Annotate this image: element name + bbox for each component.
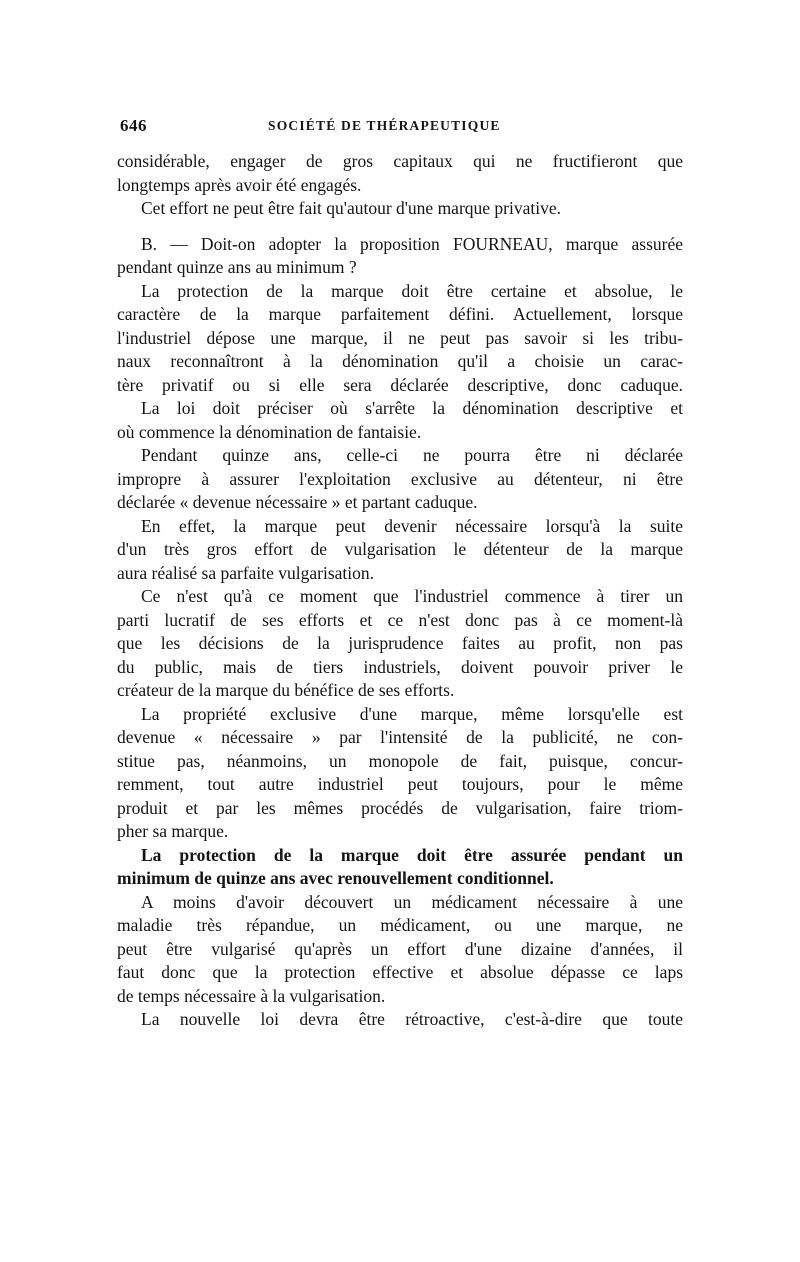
text-line: où commence la dénomination de fantaisie.	[117, 421, 422, 442]
text-line: impropre à assurer l'exploitation exclusive au détenteur, ni être	[117, 468, 683, 489]
text-line: caractère de la marque parfaitement défini. Actuellement, lorsque	[117, 304, 683, 324]
text-line: La protection de la marque doit être assurée pendant un	[141, 844, 683, 865]
text-line: remment, tout autre industriel peut toujours, pour le même	[117, 774, 683, 794]
text-line: devenue « nécessaire » par l'intensité de la publicité, ne con-	[117, 727, 683, 747]
running-header	[120, 116, 680, 138]
text-line: de temps nécessaire à la vulgarisation.	[117, 985, 386, 1006]
text-line: produit et par les mêmes procédés de vulgarisation, faire triom-	[117, 797, 683, 818]
text-line: La protection de la marque doit être certaine et absolue, le	[141, 280, 683, 301]
text-line: parti lucratif de ses efforts et ce n'est donc pas à ce moment-là	[117, 609, 683, 630]
text-line: tère privatif ou si elle sera déclarée descriptive, donc caduque.	[117, 374, 683, 395]
text-line: considérable, engager de gros capitaux qui ne fructifieront que	[117, 151, 683, 171]
text-line: du public, mais de tiers industriels, doivent pouvoir priver le	[117, 656, 683, 677]
running-title: SOCIÉTÉ DE THÉRAPEUTIQUE	[268, 118, 501, 133]
text-line: longtemps après avoir été engagés.	[117, 174, 362, 195]
text-line: B. — Doit-on adopter la proposition FOURNEAU, marque assurée	[141, 233, 683, 254]
text-line: aura réalisé sa parfaite vulgarisation.	[117, 562, 375, 583]
page-number: 646	[120, 116, 147, 135]
text-line: que les décisions de la jurisprudence faites au profit, non pas	[117, 633, 683, 653]
text-line: La loi doit préciser où s'arrête la dénomination descriptive et	[141, 398, 683, 418]
text-line: maladie très répandue, un médicament, ou une marque, ne	[117, 915, 683, 935]
text-line: déclarée « devenue nécessaire » et partant caduque.	[117, 492, 478, 512]
text-line: Cet effort ne peut être fait qu'autour d'une marque privative.	[141, 198, 561, 218]
text-line: A moins d'avoir découvert un médicament nécessaire à une	[141, 891, 683, 912]
text-line: minimum de quinze ans avec renouvellement conditionnel.	[117, 868, 554, 888]
text-line: pher sa marque.	[117, 821, 229, 841]
text-line: stitue pas, néanmoins, un monopole de fait, puisque, concur-	[117, 750, 683, 771]
text-line: l'industriel dépose une marque, il ne peut pas savoir si les tribu-	[117, 327, 683, 348]
text-line: Pendant quinze ans, celle-ci ne pourra être ni déclarée	[141, 445, 683, 465]
text-line: En effet, la marque peut devenir nécessaire lorsqu'à la suite	[141, 515, 683, 536]
text-line: faut donc que la protection effective et absolue dépasse ce laps	[117, 962, 683, 982]
body-text	[117, 150, 683, 1032]
text-line: naux reconnaîtront à la dénomination qu'il a choisie un carac-	[117, 351, 683, 371]
text-line: Ce n'est qu'à ce moment que l'industriel commence à tirer un	[141, 586, 683, 606]
text-line: d'un très gros effort de vulgarisation le détenteur de la marque	[117, 539, 683, 559]
text-line: peut être vulgarisé qu'après un effort d'une dizaine d'années, il	[117, 938, 683, 959]
text-line: créateur de la marque du bénéfice de ses efforts.	[117, 680, 455, 700]
text-line: La nouvelle loi devra être rétroactive, c'est-à-dire que toute	[141, 1009, 683, 1029]
text-line: pendant quinze ans au minimum ?	[117, 257, 357, 277]
text-line: La propriété exclusive d'une marque, même lorsqu'elle est	[141, 703, 683, 724]
